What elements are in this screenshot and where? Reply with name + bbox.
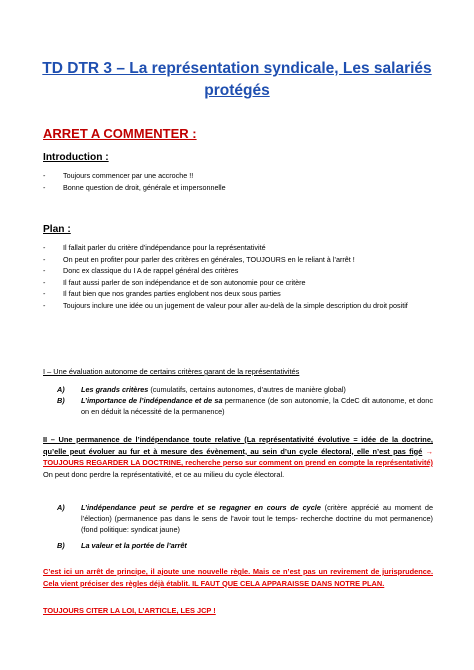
part1-list [43,384,433,417]
plan-heading: Plan : [43,224,71,235]
plan-list [43,242,433,311]
part2-heading [43,434,433,480]
conclusion-reminder: TOUJOURS CITER LA LOI, L’ARTICLE, LES JCP ! [43,606,216,615]
introduction-heading: Introduction : [43,152,109,163]
part1-heading: I – Une évaluation autonome de certains critères garant de la représentativités [43,367,300,376]
list-item: A) Les grands critères (cumulatifs, certains autonomes, d’autres de manière global) [57,385,346,394]
conclusion-note: C’est ici un arrêt de principe, il ajoute une nouvelle règle. Mais ce n’est pas un revirement de jurisprudence. Cela vient préciser des règles déjà établit. IL FAUT QUE CELA APPARAISSE DANS NOTRE PLAN. [43,567,433,588]
title-line-1: TD DTR 3 – La représentation syndicale, Les salariés [42,60,432,77]
list-item: - Toujours commencer par une accroche !! [43,171,194,180]
list-item: B) L’importance de l’indépendance et de sa permanence (de son autonomie, la CdeC dit autonome, et donc on en déduit la nécessité de la permanence) [57,396,433,416]
list-item: A) L’indépendance peut se perdre et se regagner en cours de cycle (critère apprécié au moment de l’élection) (permanence pas dans le sens de l’avoir tout le temps- recherche doctrine du mot permanence) (fond politique: syndicat jaune) [57,503,434,534]
list-item: - Bonne question de droit, générale et impersonnelle [43,182,226,192]
arret-heading: ARRET A COMMENTER : [43,126,197,141]
list-item: - Il fallait parler du critère d’indépendance pour la représentativité [43,243,266,252]
list-item: - Il faut aussi parler de son indépendance et de son autonomie pour ce critère [43,277,306,287]
title-line-2: protégés [204,82,270,99]
part2-heading-text: II – Une permanence de l’indépendance toute relative (La représentativité évolutive = idée de la doctrine, qu’elle peut évoluer au fur et à mesure des évènement, au sein d’un cycle électoral, elle n’est pas figé [43,435,433,456]
list-item: B) La valeur et la portée de l’arrêt [57,541,187,550]
part2-red-note: TOUJOURS REGARDER LA DOCTRINE, recherche perso sur comment on prend en compte la représentativité) [43,458,433,467]
arrow-right-icon: → [425,446,433,456]
list-item: - On peut en profiter pour parler des critères en générales, TOUJOURS en le reliant à l’arrêt ! [43,254,355,264]
list-item: - Donc ex classique du I A de rappel général des critères [43,266,239,275]
part2-after-note: On peut donc perdre la représentativité, et ce au milieu du cycle électoral. [43,469,285,479]
list-item: - Toujours inclure une idée ou un jugement de valeur pour aller au-delà de la simple description du droit positif [43,300,408,310]
part2-list [43,502,433,551]
list-item: - Il faut bien que nos grandes parties englobent nos deux sous parties [43,289,281,298]
introduction-list [43,170,433,193]
document-title [40,58,434,102]
